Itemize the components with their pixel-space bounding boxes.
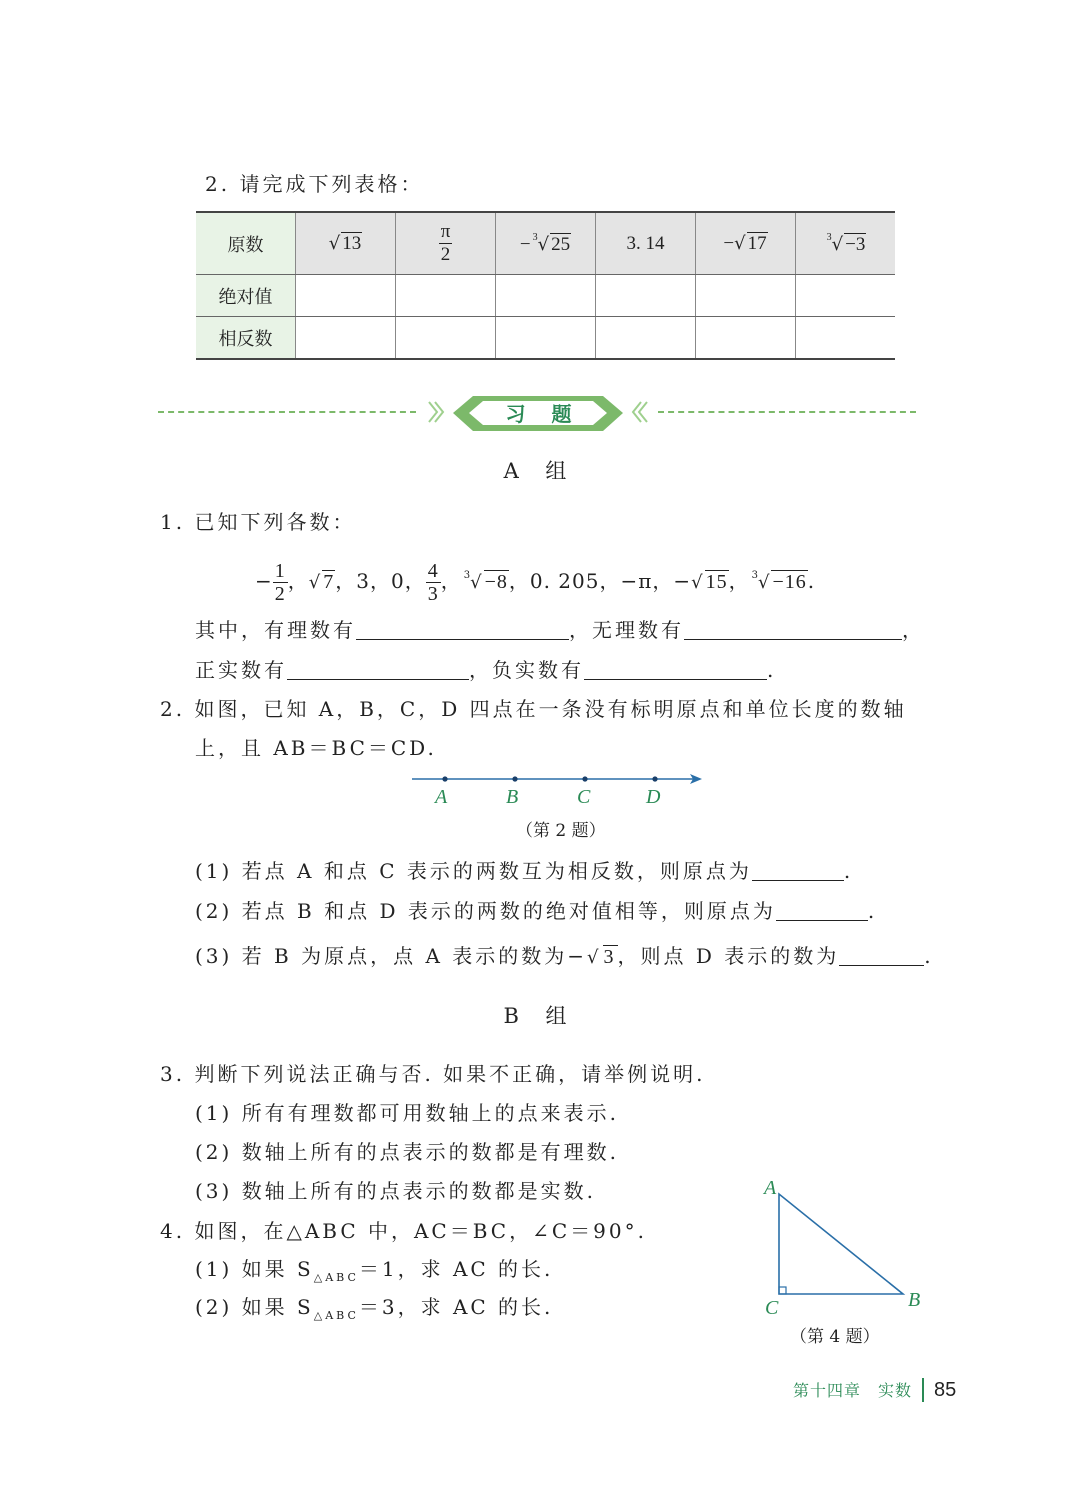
footer-chapter: 第十四章 实数 — [793, 1381, 913, 1400]
page-number: 85 — [934, 1379, 957, 1401]
cell: 3. 14 — [596, 212, 696, 275]
answer-blank[interactable] — [584, 659, 767, 680]
q2-part-2: (2) 若点 B 和点 D 表示的两数的绝对值相等，则原点为 . — [195, 899, 878, 923]
q2-stem-2: 上，且 AB＝BC＝CD. — [195, 736, 437, 760]
divider-left — [158, 411, 416, 413]
q3-part-3: (3) 数轴上所有的点表示的数都是实数. — [195, 1179, 597, 1203]
row-header: 原数 — [196, 212, 296, 275]
q1-line2: 正实数有 ，负实数有 . — [195, 658, 777, 682]
q2-stem-1: 2. 如图，已知 A，B，C，D 四点在一条没有标明原点和单位长度的数轴 — [160, 697, 907, 721]
cell: $^3$√ −3 — [796, 212, 896, 275]
answer-blank[interactable] — [356, 619, 569, 640]
cell: $\frac{\pi}{2}$ — [396, 212, 496, 275]
vertex-label-a: A — [764, 1177, 778, 1199]
footer-divider — [922, 1378, 924, 1402]
cell: −√ 17 — [696, 212, 796, 275]
q1-number-list: − $\frac{1}{2}$ ，√ 7，3，0， $\frac{4}{3}$ ， $^3$√ −8，0. 205，−π，−√ 15， $^3$√ −16. — [255, 560, 816, 605]
q3-part-1: (1) 所有有理数都可用数轴上的点来表示. — [195, 1101, 620, 1125]
group-b-heading: B 组 — [503, 1004, 577, 1028]
point-label-c: C — [577, 786, 592, 808]
point-label-b: B — [506, 786, 520, 808]
cell: − $^3$√ 25 — [496, 212, 596, 275]
answer-blank[interactable] — [839, 945, 924, 966]
answer-blank[interactable] — [776, 900, 868, 921]
exercise-2-prompt: 2. 请完成下列表格： — [205, 172, 424, 196]
cell: √ 13 — [296, 212, 396, 275]
q1-stem: 1. 已知下列各数： — [160, 510, 356, 534]
divider-right — [658, 411, 916, 413]
q2-part-1: (1) 若点 A 和点 C 表示的两数互为相反数，则原点为 . — [195, 859, 854, 883]
q3-part-2: (2) 数轴上所有的点表示的数都是有理数. — [195, 1140, 620, 1164]
q4-part-1: (1) 如果 $S_{\triangle ABC}=1$，求 AC 的长. — [195, 1257, 554, 1284]
value-table — [196, 211, 895, 360]
point-label-a: A — [435, 786, 449, 808]
row-header: 绝对值 — [196, 275, 296, 317]
q4-part-2: (2) 如果 $S_{\triangle ABC}=3$，求 AC 的长. — [195, 1295, 554, 1322]
point-label-d: D — [646, 786, 662, 808]
vertex-label-c: C — [765, 1297, 780, 1319]
answer-blank[interactable] — [287, 659, 469, 680]
group-a-heading: A 组 — [503, 459, 577, 483]
vertex-label-b: B — [908, 1289, 922, 1311]
q2-part-3: (3) 若 B 为原点，点 A 表示的数为−√ 3，则点 D 表示的数为 . — [195, 944, 934, 968]
figure-4-caption: （第 4 题） — [790, 1327, 880, 1347]
banner-title: 习 题 — [505, 402, 575, 426]
figure-2-caption: （第 2 题） — [516, 821, 606, 841]
q3-stem: 3. 判断下列说法正确与否. 如果不正确，请举例说明. — [160, 1062, 706, 1086]
answer-blank[interactable] — [684, 619, 902, 640]
answer-blank[interactable] — [752, 860, 844, 881]
q4-stem: 4. 如图，在△ABC 中，AC＝BC，∠C＝90°. — [160, 1219, 647, 1243]
number-line — [410, 770, 710, 790]
triangle-figure — [770, 1190, 910, 1300]
q1-line1: 其中，有理数有 ，无理数有 ， — [195, 618, 925, 642]
row-header: 相反数 — [196, 317, 296, 360]
